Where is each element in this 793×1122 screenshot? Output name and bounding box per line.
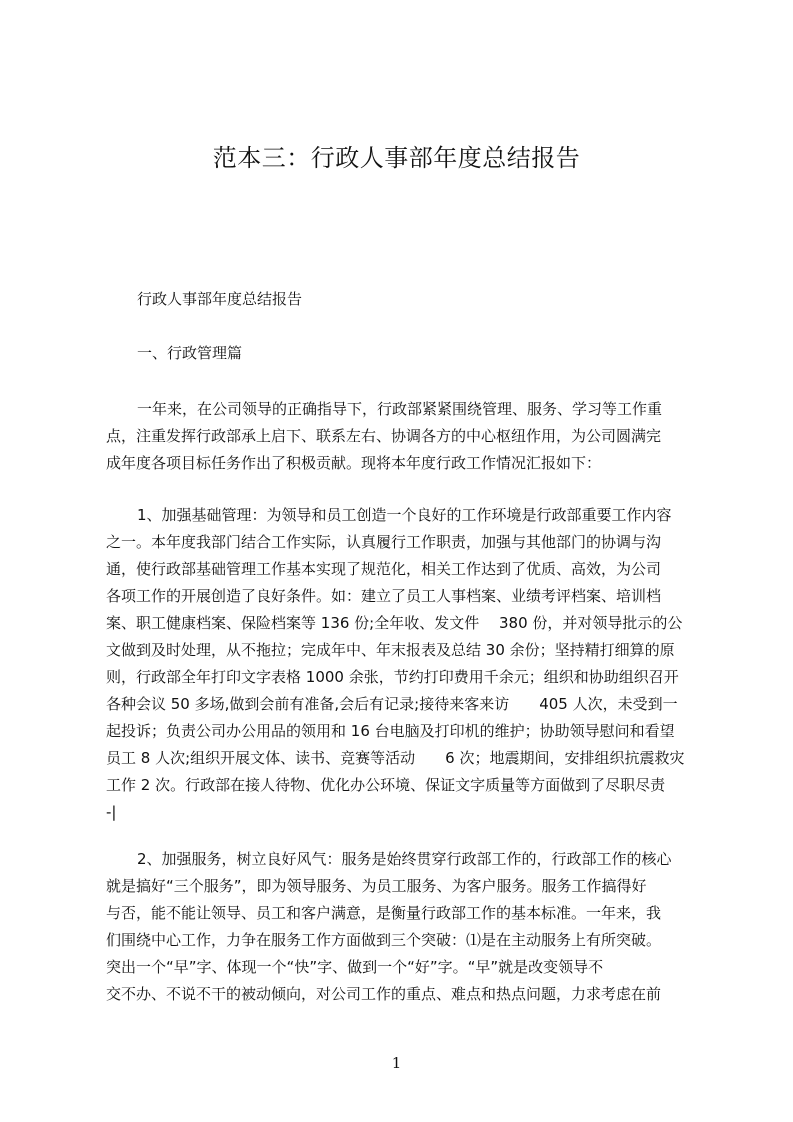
document-title: 范本三：行政人事部年度总结报告 (212, 144, 581, 172)
report-subtitle: 行政人事部年度总结报告 (137, 290, 303, 308)
paragraph-line: 工作 2 次。行政部在接人待物、优化办公环境、保证文字质量等方面做到了尽职尽责 (106, 776, 666, 794)
paragraph-line: 通，使行政部基础管理工作基本实现了规范化，相关工作达到了优质、高效，为公司 (106, 560, 662, 578)
paragraph-line: 成年度各项目标任务作出了积极贡献。现将本年度行政工作情况汇报如下： (106, 454, 602, 472)
paragraph-line: 起投诉；负责公司办公用品的领用和 16 台电脑及打印机的维护；协助领导慰问和看望 (106, 722, 675, 740)
paragraph-line: 点，注重发挥行政部承上启下、联系左右、协调各方的中心枢纽作用，为公司圆满完 (106, 427, 662, 445)
paragraph-line: 文做到及时处理，从不拖拉；完成年中、年末报表及总结 30 余份；坚持精打细算的原 (106, 641, 675, 659)
paragraph-line: -| (106, 803, 117, 821)
paragraph-line: 案、职工健康档案、保险档案等 136 份;全年收、发文件 380 份，并对领导批示的公 (106, 614, 683, 632)
paragraph-line: 各种会议 50 多场,做到会前有准备,会后有记录;接待来客来访 405 人次，未受到一 (106, 695, 678, 713)
paragraph-line: 1、加强基础管理：为领导和员工创造一个良好的工作环境是行政部重要工作内容 (137, 506, 672, 524)
paragraph-intro (106, 396, 706, 477)
paragraph-line: 之一。本年度我部门结合工作实际，认真履行工作职责，加强与其他部门的协调与沟 (106, 533, 662, 551)
paragraph-line: 与否，能不能让领导、员工和客户满意，是衡量行政部工作的基本标准。一年来，我 (106, 904, 662, 922)
page-number: 1 (391, 1054, 402, 1072)
section-heading: 一、行政管理篇 (137, 344, 243, 362)
paragraph-line: 突出一个“早”字、体现一个“快”字、做到一个“好”字。“早”就是改变领导不 (106, 958, 604, 976)
paragraph-basic-management (106, 502, 706, 826)
paragraph-line: 则，行政部全年打印文字表格 1000 余张，节约打印费用千余元；组织和协助组织召开 (106, 668, 679, 686)
paragraph-line: 一年来，在公司领导的正确指导下，行政部紧紧围绕管理、服务、学习等工作重 (137, 400, 663, 418)
paragraph-line: 们围绕中心工作，力争在服务工作方面做到三个突破：⑴是在主动服务上有所突破。 (106, 931, 662, 949)
paragraph-line: 2、加强服务，树立良好风气：服务是始终贯穿行政部工作的，行政部工作的核心 (137, 850, 672, 868)
paragraph-line: 员工 8 人次;组织开展文体、读书、竞赛等活动 6 次；地震期间，安排组织抗震救灾 (106, 749, 685, 767)
paragraph-service (106, 846, 706, 1008)
paragraph-line: 交不办、不说不干的被动倾向，对公司工作的重点、难点和热点问题，力求考虑在前 (106, 985, 662, 1003)
paragraph-line: 各项工作的开展创造了良好条件。如：建立了员工人事档案、业绩考评档案、培训档 (106, 587, 662, 605)
paragraph-line: 就是搞好“三个服务”，即为领导服务、为员工服务、为客户服务。服务工作搞得好 (106, 877, 647, 895)
